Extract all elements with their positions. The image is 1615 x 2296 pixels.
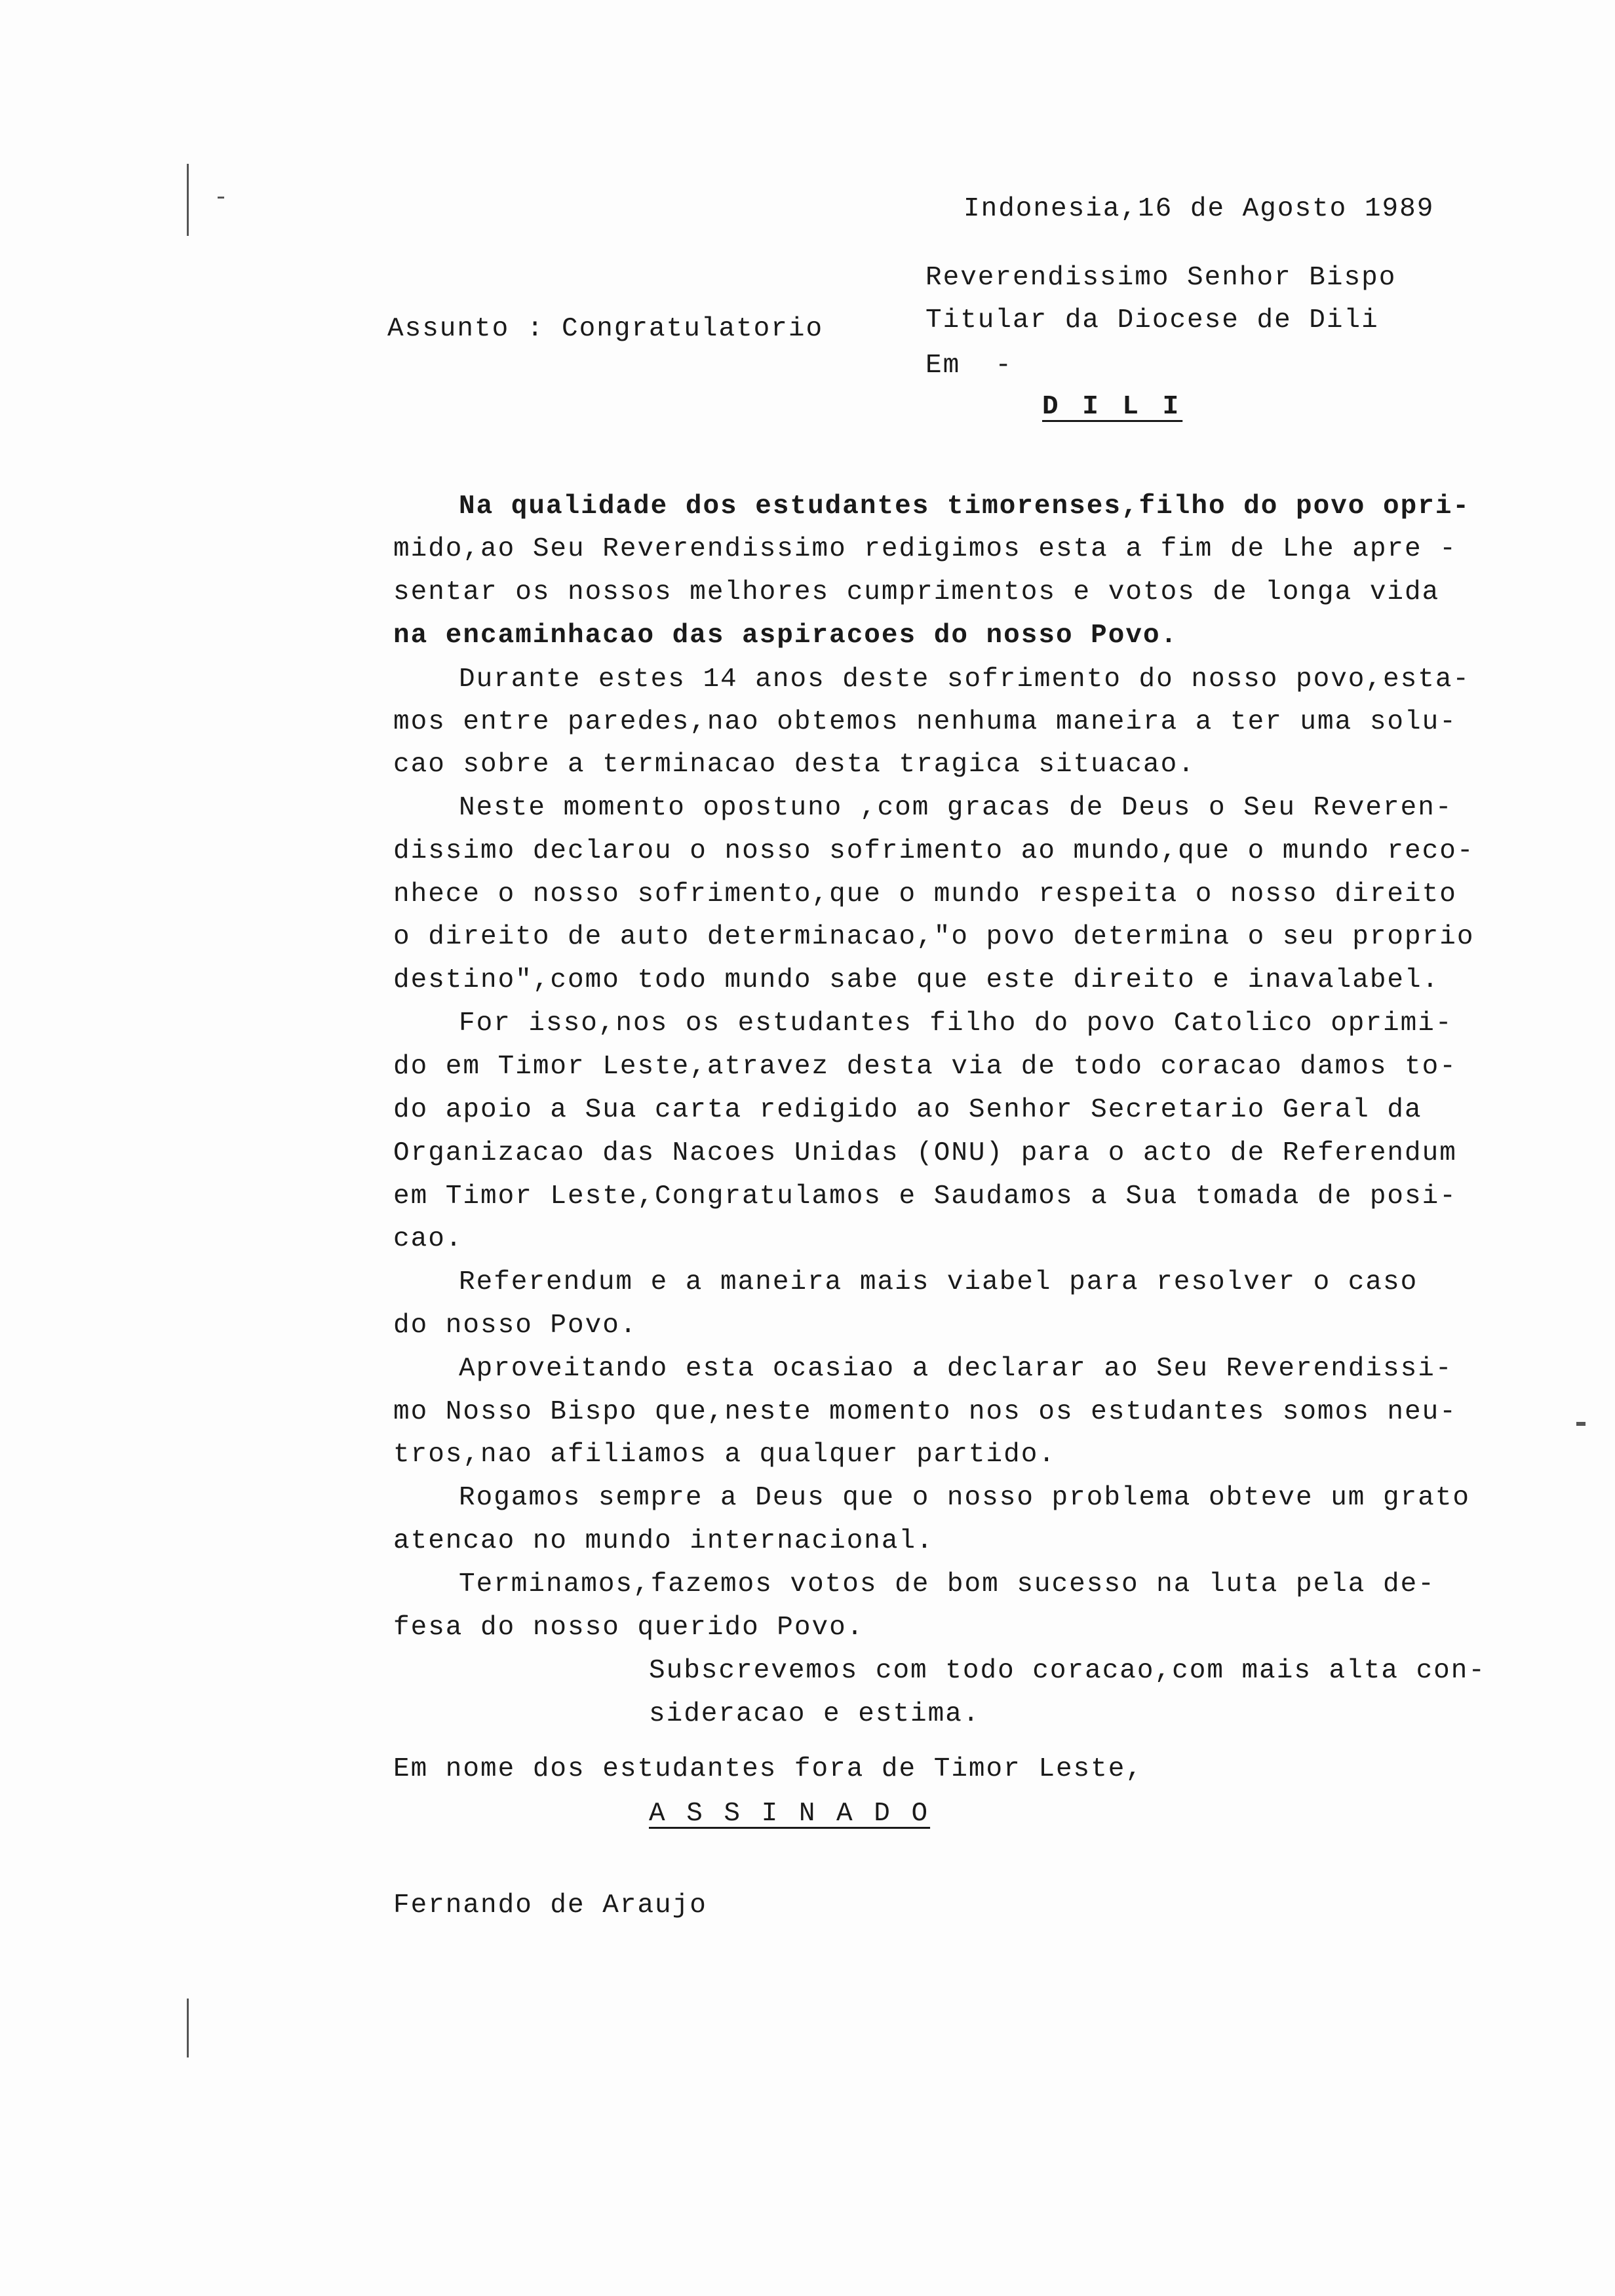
recipient-line-3: Em - [925, 351, 1013, 381]
on-behalf-line: Em nome dos estudantes fora de Timor Leste, [393, 1754, 1143, 1784]
date-line: Indonesia,16 de Agosto 1989 [963, 194, 1435, 224]
body-line: mido,ao Seu Reverendissimo redigimos esta a fim de Lhe apre - [393, 534, 1457, 564]
signatory-name: Fernando de Araujo [393, 1890, 707, 1921]
body-line: Aproveitando esta ocasiao a declarar ao Seu Reverendissi- [459, 1354, 1453, 1384]
body-line: Terminamos,fazemos votos de bom sucesso na luta pela de- [459, 1569, 1435, 1599]
body-line: do nosso Povo. [393, 1311, 638, 1341]
body-line: mo Nosso Bispo que,neste momento nos os estudantes somos neu- [393, 1397, 1457, 1427]
body-line: destino",como todo mundo sabe que este direito e inavalabel. [393, 965, 1440, 995]
body-line: For isso,nos os estudantes filho do povo Catolico oprimi- [459, 1008, 1453, 1039]
body-line: na encaminhacao das aspiracoes do nosso Povo. [393, 621, 1178, 651]
body-line: dissimo declarou o nosso sofrimento ao mundo,que o mundo reco- [393, 836, 1475, 866]
body-line: Na qualidade dos estudantes timorenses,filho do povo opri- [459, 491, 1471, 522]
subject-line: Assunto : Congratulatorio [387, 314, 824, 344]
body-line: atencao no mundo internacional. [393, 1526, 934, 1556]
recipient-line-2: Titular da Diocese de Dili [925, 305, 1379, 335]
body-line: Rogamos sempre a Deus que o nosso problema obteve um grato [459, 1483, 1471, 1513]
body-line: Durante estes 14 anos deste sofrimento do nosso povo,esta- [459, 664, 1471, 695]
closing-line: sideracao e estima. [649, 1699, 981, 1729]
body-line: tros,nao afiliamos a qualquer partido. [393, 1440, 1056, 1470]
body-line: Organizacao das Nacoes Unidas (ONU) para o acto de Referendum [393, 1138, 1457, 1168]
body-line: sentar os nossos melhores cumprimentos e votos de longa vida [393, 577, 1440, 607]
body-line: do em Timor Leste,atravez desta via de todo coracao damos to- [393, 1052, 1457, 1082]
body-line: o direito de auto determinacao,"o povo determina o seu proprio [393, 922, 1475, 952]
body-line: cao. [393, 1224, 463, 1254]
margin-mark [187, 164, 189, 236]
margin-mark [218, 197, 224, 199]
body-line: nhece o nosso sofrimento,que o mundo respeita o nosso direito [393, 879, 1457, 909]
signed-label: A S S I N A D O [649, 1799, 931, 1829]
body-line: cao sobre a terminacao desta tragica situacao. [393, 750, 1196, 780]
recipient-city: D I L I [1042, 392, 1183, 422]
closing-line: Subscrevemos com todo coracao,com mais alta con- [649, 1656, 1486, 1686]
body-line: Referendum e a maneira mais viabel para resolver o caso [459, 1267, 1418, 1297]
body-line: mos entre paredes,nao obtemos nenhuma maneira a ter uma solu- [393, 707, 1457, 737]
body-line: do apoio a Sua carta redigido ao Senhor Secretario Geral da [393, 1095, 1422, 1125]
margin-mark [187, 1999, 189, 2057]
body-line: em Timor Leste,Congratulamos e Saudamos a Sua tomada de posi- [393, 1181, 1457, 1212]
recipient-line-1: Reverendissimo Senhor Bispo [925, 263, 1397, 293]
body-line: Neste momento opostuno ,com gracas de Deus o Seu Reveren- [459, 793, 1453, 823]
body-line: fesa do nosso querido Povo. [393, 1613, 865, 1643]
margin-mark [1576, 1422, 1586, 1426]
